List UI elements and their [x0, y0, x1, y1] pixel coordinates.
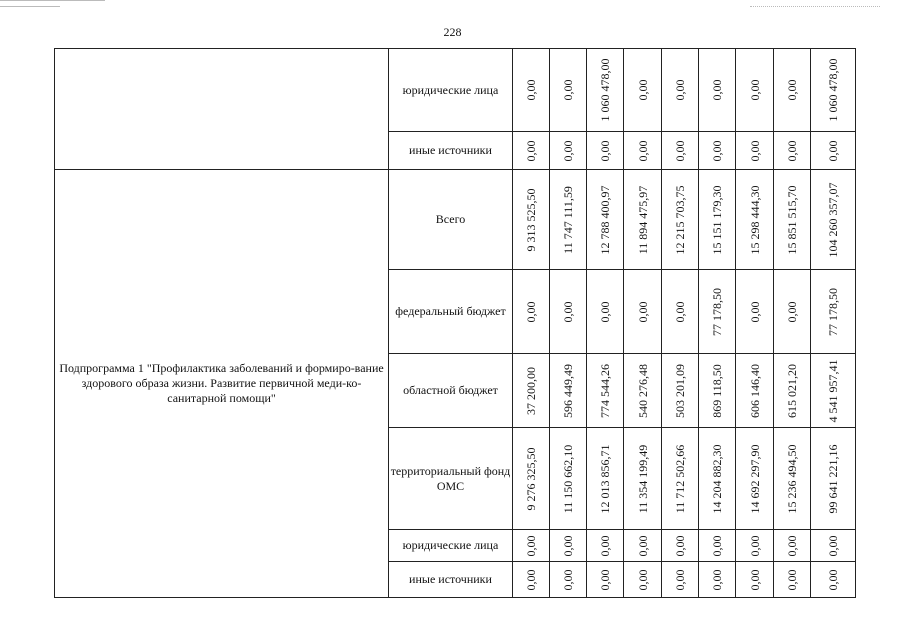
value-text: 0,00 [561, 535, 575, 556]
value-text: 11 894 475,97 [635, 185, 650, 254]
value-text: 615 021,20 [785, 363, 799, 418]
value-text: 0,00 [635, 535, 650, 556]
funding-source-label: Всего [389, 170, 513, 270]
funding-source-label: областной бюджет [389, 354, 513, 428]
total-value-cell [811, 170, 856, 270]
value-text: 15 851 515,70 [785, 185, 799, 254]
value-cell [736, 562, 774, 598]
funding-source-label: федеральный бюджет [389, 270, 513, 354]
value-text: 0,00 [710, 140, 724, 161]
value-text: 606 146,40 [747, 363, 762, 418]
value-cell [774, 562, 811, 598]
scan-artifact-line [0, 0, 105, 1]
value-text: 0,00 [747, 79, 762, 101]
value-cell [624, 354, 662, 428]
value-cell [699, 49, 736, 132]
scan-artifact-line [0, 6, 60, 7]
table-row [55, 49, 856, 132]
value-text: 0,00 [785, 140, 799, 161]
value-cell [774, 170, 811, 270]
value-text: 0,00 [785, 535, 799, 556]
value-text: 0,00 [826, 569, 840, 590]
value-text: 540 276,48 [635, 363, 650, 418]
value-text: 15 298 444,30 [747, 185, 762, 254]
value-cell [774, 530, 811, 562]
value-cell [774, 428, 811, 530]
total-value-cell [811, 354, 856, 428]
value-cell [624, 270, 662, 354]
funding-table [54, 48, 856, 598]
value-text: 9 276 325,50 [524, 447, 538, 510]
scan-artifact-line [750, 6, 880, 7]
value-cell [662, 354, 699, 428]
value-cell [774, 49, 811, 132]
value-text: 0,00 [598, 301, 612, 322]
value-text: 11 712 502,66 [673, 444, 687, 513]
value-cell [513, 170, 550, 270]
value-cell [662, 170, 699, 270]
total-value-cell [811, 530, 856, 562]
value-text: 0,00 [673, 140, 687, 161]
value-cell [624, 170, 662, 270]
value-text: 77 178,50 [710, 287, 724, 336]
value-text: 0,00 [598, 140, 612, 161]
value-text: 0,00 [826, 140, 840, 161]
value-text: 14 204 882,30 [710, 444, 724, 513]
value-text: 1 060 478,00 [598, 58, 612, 122]
value-text: 0,00 [561, 140, 575, 161]
value-cell [699, 170, 736, 270]
value-cell [550, 562, 587, 598]
value-text: 503 201,09 [673, 363, 687, 418]
value-text: 0,00 [561, 79, 575, 101]
value-text: 0,00 [710, 79, 724, 101]
funding-source-label: юридические лица [389, 530, 513, 562]
value-text: 0,00 [673, 79, 687, 101]
value-cell [513, 49, 550, 132]
value-text: 0,00 [524, 140, 538, 161]
value-text: 0,00 [710, 535, 724, 556]
funding-source-label: юридические лица [389, 49, 513, 132]
program-title: Подпрограмма 1 "Профилактика заболеваний и формиро-вание здорового образа жизни. Развитие первичной меди-ко-санитарной помощи" [55, 170, 389, 598]
value-cell [662, 270, 699, 354]
value-text: 11 150 662,10 [561, 444, 575, 513]
value-cell [736, 428, 774, 530]
value-cell [662, 132, 699, 170]
total-value-cell [811, 132, 856, 170]
value-cell [550, 170, 587, 270]
value-cell [513, 428, 550, 530]
value-cell [624, 562, 662, 598]
value-text: 0,00 [785, 569, 799, 590]
total-value-cell [811, 270, 856, 354]
value-cell [736, 132, 774, 170]
value-cell [550, 49, 587, 132]
value-text: 0,00 [785, 79, 799, 101]
value-cell [513, 562, 550, 598]
value-cell [699, 428, 736, 530]
value-cell [587, 132, 624, 170]
value-cell [624, 132, 662, 170]
value-text: 0,00 [635, 569, 650, 590]
value-cell [513, 270, 550, 354]
value-cell [736, 49, 774, 132]
value-cell [699, 270, 736, 354]
value-cell [587, 562, 624, 598]
value-cell [736, 270, 774, 354]
value-cell [587, 270, 624, 354]
value-text: 0,00 [598, 535, 612, 556]
value-cell [662, 562, 699, 598]
value-text: 0,00 [524, 79, 538, 101]
value-text: 0,00 [673, 535, 687, 556]
value-text: 15 236 494,50 [785, 444, 799, 513]
value-cell [699, 132, 736, 170]
value-cell [736, 530, 774, 562]
value-cell [699, 354, 736, 428]
total-value-cell [811, 562, 856, 598]
value-text: 104 260 357,07 [826, 182, 840, 257]
value-text: 0,00 [524, 569, 538, 590]
value-cell [624, 530, 662, 562]
value-text: 9 313 525,50 [524, 188, 538, 251]
value-cell [774, 132, 811, 170]
page-number: 228 [443, 25, 462, 39]
value-cell [513, 132, 550, 170]
value-cell [550, 132, 587, 170]
total-value-cell [811, 49, 856, 132]
value-cell [662, 530, 699, 562]
value-cell [736, 354, 774, 428]
value-cell [550, 354, 587, 428]
value-text: 12 788 400,97 [598, 185, 612, 254]
value-cell [736, 170, 774, 270]
value-text: 0,00 [673, 301, 687, 322]
value-text: 0,00 [747, 569, 762, 590]
total-value-cell [811, 428, 856, 530]
value-text: 0,00 [524, 535, 538, 556]
value-text: 4 541 957,41 [826, 359, 840, 422]
value-cell [550, 270, 587, 354]
value-text: 774 544,26 [598, 363, 612, 418]
value-cell [587, 530, 624, 562]
value-text: 0,00 [747, 140, 762, 161]
value-cell [587, 428, 624, 530]
value-cell [550, 428, 587, 530]
value-cell [513, 530, 550, 562]
value-text: 14 692 297,90 [747, 444, 762, 513]
funding-source-label: иные источники [389, 562, 513, 598]
value-text: 0,00 [524, 301, 538, 322]
value-cell [662, 49, 699, 132]
value-cell [587, 49, 624, 132]
funding-source-label: иные источники [389, 132, 513, 170]
value-text: 0,00 [635, 301, 650, 322]
value-text: 0,00 [635, 140, 650, 161]
value-cell [624, 49, 662, 132]
value-text: 37 200,00 [524, 366, 538, 415]
value-text: 11 747 111,59 [561, 185, 575, 254]
value-text: 99 641 221,16 [826, 444, 840, 513]
value-cell [662, 428, 699, 530]
value-text: 0,00 [826, 535, 840, 556]
funding-source-label: территориальный фонд ОМС [389, 428, 513, 530]
value-text: 15 151 179,30 [710, 185, 724, 254]
value-cell [774, 270, 811, 354]
value-text: 0,00 [785, 301, 799, 322]
value-text: 0,00 [561, 301, 575, 322]
value-cell [774, 354, 811, 428]
previous-program-cell [55, 49, 389, 170]
value-cell [513, 354, 550, 428]
value-cell [587, 354, 624, 428]
value-text: 596 449,49 [561, 363, 575, 418]
value-text: 77 178,50 [826, 287, 840, 336]
value-cell [699, 530, 736, 562]
value-cell [587, 170, 624, 270]
value-cell [624, 428, 662, 530]
value-text: 0,00 [710, 569, 724, 590]
value-text: 869 118,50 [710, 363, 724, 418]
table-row [55, 170, 856, 270]
value-text: 0,00 [747, 535, 762, 556]
value-text: 12 013 856,71 [598, 444, 612, 513]
value-text: 12 215 703,75 [673, 185, 687, 254]
value-text: 1 060 478,00 [826, 58, 840, 122]
value-text: 0,00 [747, 301, 762, 322]
value-text: 0,00 [561, 569, 575, 590]
value-text: 11 354 199,49 [635, 444, 650, 513]
value-cell [550, 530, 587, 562]
value-text: 0,00 [673, 569, 687, 590]
value-text: 0,00 [635, 79, 650, 101]
value-text: 0,00 [598, 569, 612, 590]
value-cell [699, 562, 736, 598]
